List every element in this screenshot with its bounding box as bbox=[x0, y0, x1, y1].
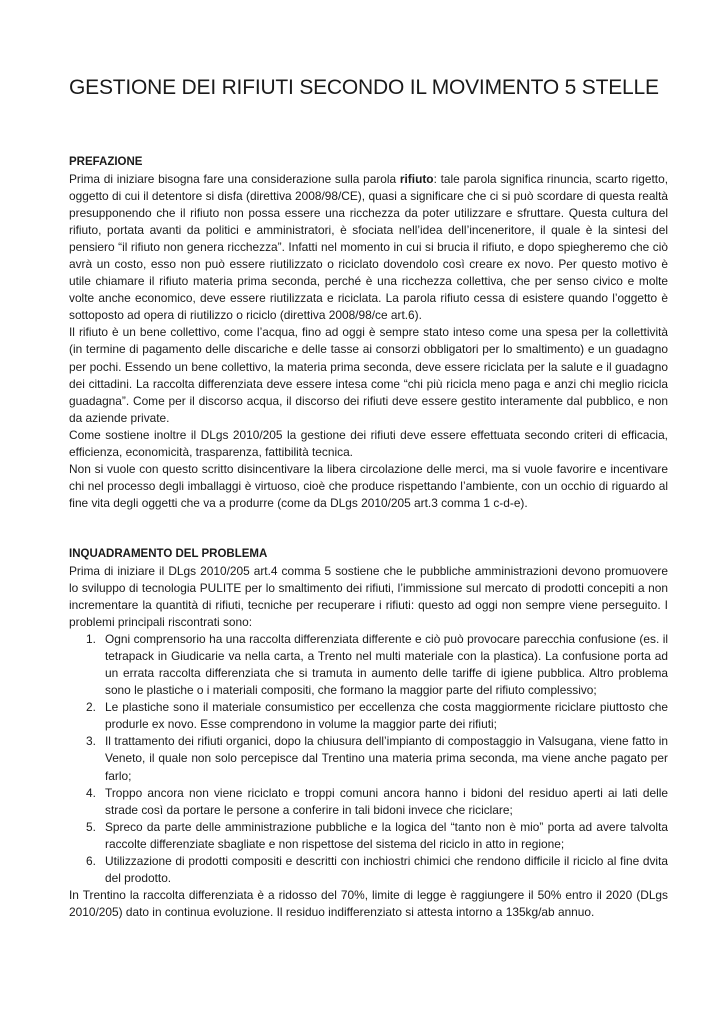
prefazione-paragraph-2: Il rifiuto è un bene collettivo, come l’acqua, fino ad oggi è sempre stato inteso come una spesa per la collettività (in termine di pagamento delle discariche e delle tasse ai consorzi obbligatori per lo smaltimento) e un guadagno per pochi. Essendo un bene collettivo, la materia prima seconda, deve essere riciclata per la salute e il guadagno dei cittadini. La raccolta differenziata deve essere intesa come “chi più ricicla meno paga e anzi chi meglio ricicla guadagna”. Come per il discorso acqua, il discorso dei rifiuti deve essere gestito interamente dal pubblico, e non da aziende private. bbox=[69, 325, 668, 425]
list-item-text: Ogni comprensorio ha una raccolta differenziata differente e ciò può provocare parecchia confusione (es. il tetrapack in Giudicarie va nella carta, a Trento nel multi materiale con la plastica). La confusione porta ad un errata raccolta differenziata che si tramuta in aumento delle tariffe di igiene pubblica. Altro problema sono le plastiche o i materiali compositi, che formano la maggior parte del rifiuto complessivo; bbox=[105, 632, 668, 698]
list-item-text: Il trattamento dei rifiuti organici, dopo la chiusura dell’impianto di compostaggio in Valsugana, viene fatto in Veneto, il quale non solo percepisce dal Trentino una materia prima seconda, ma viene anche pagato per farlo; bbox=[105, 734, 668, 783]
list-item-number: 1. bbox=[86, 632, 96, 647]
list-item-number: 5. bbox=[86, 819, 96, 834]
section-heading-inquadramento: INQUADRAMENTO DEL PROBLEMA bbox=[69, 547, 268, 560]
prefazione-p1-bold-term: rifiuto bbox=[399, 172, 434, 186]
inquadramento-intro: Prima di iniziare il DLgs 2010/205 art.4 comma 5 sostiene che le pubbliche amministrazioni devono promuovere lo sviluppo di tecnologia PULITE per lo smaltimento dei rifiuti, l’immissione sul mercato di prodotti concepiti a non incrementare la quantità di rifiuti, tecniche per recuperare i rifiuti: questo ad oggi non sempre viene perseguito. I problemi principali riscontrati sono: bbox=[69, 563, 668, 630]
list-item-text: Le plastiche sono il materiale consumistico per eccellenza che costa maggiormente riciclare piuttosto che produrle ex novo. Esse comprendono in volume la maggior parte dei rifiuti; bbox=[105, 700, 668, 732]
list-item-number: 2. bbox=[86, 700, 96, 715]
list-item bbox=[86, 819, 668, 853]
prefazione-p1-text-a: Prima di iniziare bisogna fare una considerazione sulla parola bbox=[69, 172, 400, 186]
list-item-number: 3. bbox=[86, 734, 96, 749]
list-item bbox=[86, 699, 668, 733]
section-inquadramento bbox=[69, 546, 668, 921]
section-heading-prefazione: PREFAZIONE bbox=[69, 156, 143, 168]
inquadramento-closing: In Trentino la raccolta differenziata è a ridosso del 70%, limite di legge è raggiungere il 50% entro il 2020 (DLgs 2010/205) dato in continua evoluzione. Il residuo indifferenziato si attesta intorno a 135kg/ab annuo. bbox=[69, 887, 668, 919]
list-item-number: 6. bbox=[86, 853, 96, 868]
list-item bbox=[86, 785, 668, 819]
list-item-text: Spreco da parte delle amministrazione pubbliche e la logica del “tanto non è mio” porta ad avere talvolta raccolte differenziate sbagliate e non rispettose del sistema del riciclo in atto in regione; bbox=[105, 819, 668, 851]
prefazione-p1-text-b: : tale parola significa rinuncia, scarto rigetto, oggetto di cui il detentore si disfa (direttiva 2008/98/CE), quasi a significare che ci si può scordare di questa realtà presupponendo che il rifiuto non possa essere una ricchezza da poter utilizzare e sfruttare. Questa cultura del rifiuto, portata avanti da politici e amministratori, è sfociata nell’idea dell’inceneritore, il quale è la sintesi del pensiero “il rifiuto non genera ricchezza”. Infatti nel momento in cui si brucia il rifiuto, e dopo spiegheremo che ciò avrà un costo, esso non può essere riutilizzato o riciclato dovendolo così creare ex novo. Per questo motivo è utile chiamare il rifiuto materia prima seconda, perché è una ricchezza collettiva, che per senso civico e molte volte anche economico, deve essere riutilizzata e riciclata. La parola rifiuto cessa di esistere quando l’oggetto è sottoposto ad opera di riutilizzo o riciclo (direttiva 2008/98/ce art.6). bbox=[69, 172, 669, 323]
prefazione-paragraph-3: Come sostiene inoltre il DLgs 2010/205 la gestione dei rifiuti deve essere effettuata secondo criteri di efficacia, efficienza, economicità, trasparenza, fattibilità tecnica. bbox=[69, 427, 668, 459]
page-title: GESTIONE DEI RIFIUTI SECONDO IL MOVIMENTO 5 STELLE bbox=[69, 76, 659, 99]
section-spacer bbox=[69, 512, 668, 546]
list-item bbox=[86, 853, 668, 887]
list-item bbox=[86, 733, 668, 784]
list-item bbox=[86, 631, 668, 699]
list-item-number: 4. bbox=[86, 785, 96, 800]
problems-list bbox=[69, 631, 668, 887]
prefazione-paragraph-1 bbox=[69, 171, 668, 324]
list-item-text: Utilizzazione di prodotti compositi e descritti con inchiostri chimici che rendono difficile il riciclo al fine dvita del prodotto. bbox=[105, 853, 668, 885]
section-prefazione bbox=[69, 154, 668, 512]
list-item-text: Troppo ancora non viene riciclato e troppi comuni ancora hanno i bidoni del residuo aperti ai lati delle strade così da portare le persone a conferire in tali bidoni invece che riciclare; bbox=[105, 785, 668, 817]
prefazione-paragraph-4: Non si vuole con questo scritto disincentivare la libera circolazione delle merci, ma si vuole favorire e incentivare chi nel processo degli imballaggi è virtuoso, cioè che produce rispettando l’ambiente, con un occhio di riguardo al fine vita degli oggetti che va a produrre (come da DLgs 2010/205 art.3 comma 1 c-d-e). bbox=[69, 461, 668, 510]
